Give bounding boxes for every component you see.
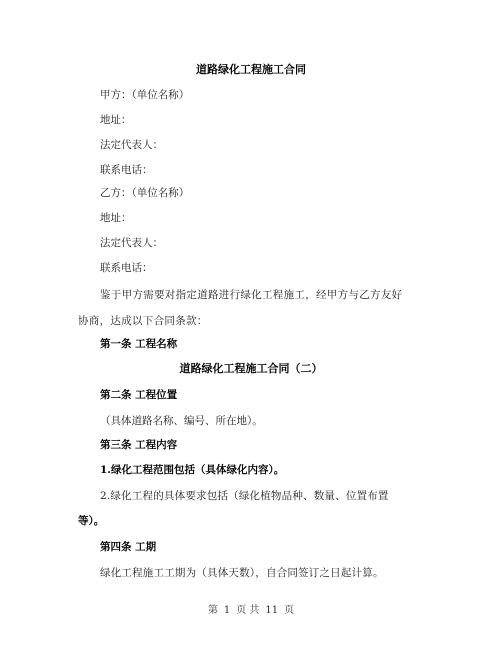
party-b-address: 地址： bbox=[100, 212, 132, 224]
article-3-item-2-line-1: 2.绿化工程的具体要求包括（绿化植物品种、数量、位置布置 bbox=[100, 490, 389, 502]
article-2-heading: 第二条 工程位置 bbox=[100, 389, 178, 401]
footer-current-page: 1 bbox=[223, 605, 231, 616]
party-a-address: 地址： bbox=[100, 114, 132, 126]
party-a-legal-rep: 法定代表人： bbox=[100, 139, 163, 151]
article-3-item-2-line-2: 等）。 bbox=[78, 515, 105, 527]
footer-suffix: 页 bbox=[284, 605, 295, 616]
article-3-heading: 第三条 工程内容 bbox=[100, 439, 178, 451]
article-4-heading: 第四条 工期 bbox=[100, 541, 157, 553]
page-footer bbox=[0, 604, 502, 618]
party-a-phone: 联系电话： bbox=[100, 164, 153, 176]
party-b-legal-rep: 法定代表人： bbox=[100, 237, 163, 249]
preamble-line-2: 协商，达成以下合同条款： bbox=[78, 315, 208, 327]
article-3-item-1: 1.绿化工程范围包括（具体绿化内容）。 bbox=[100, 464, 285, 476]
footer-total-pages: 11 bbox=[265, 605, 279, 616]
preamble-line-1: 鉴于甲方需要对指定道路进行绿化工程施工，经甲方与乙方友好 bbox=[100, 289, 403, 301]
article-4-text: 绿化工程施工工期为（具体天数），自合同签订之日起计算。 bbox=[100, 567, 384, 579]
footer-prefix: 第 bbox=[207, 605, 218, 616]
article-1-heading: 第一条 工程名称 bbox=[100, 338, 178, 350]
party-b-phone: 联系电话： bbox=[100, 262, 153, 274]
party-b-name: 乙方：（单位名称） bbox=[100, 187, 190, 199]
article-2-text: （具体道路名称、编号、所在地）。 bbox=[100, 415, 263, 427]
document-title: 道路绿化工程施工合同 bbox=[196, 63, 306, 76]
article-1-title: 道路绿化工程施工合同（二） bbox=[179, 362, 323, 375]
footer-middle: 页 共 bbox=[236, 605, 260, 616]
party-a-name: 甲方：（单位名称） bbox=[100, 89, 190, 101]
